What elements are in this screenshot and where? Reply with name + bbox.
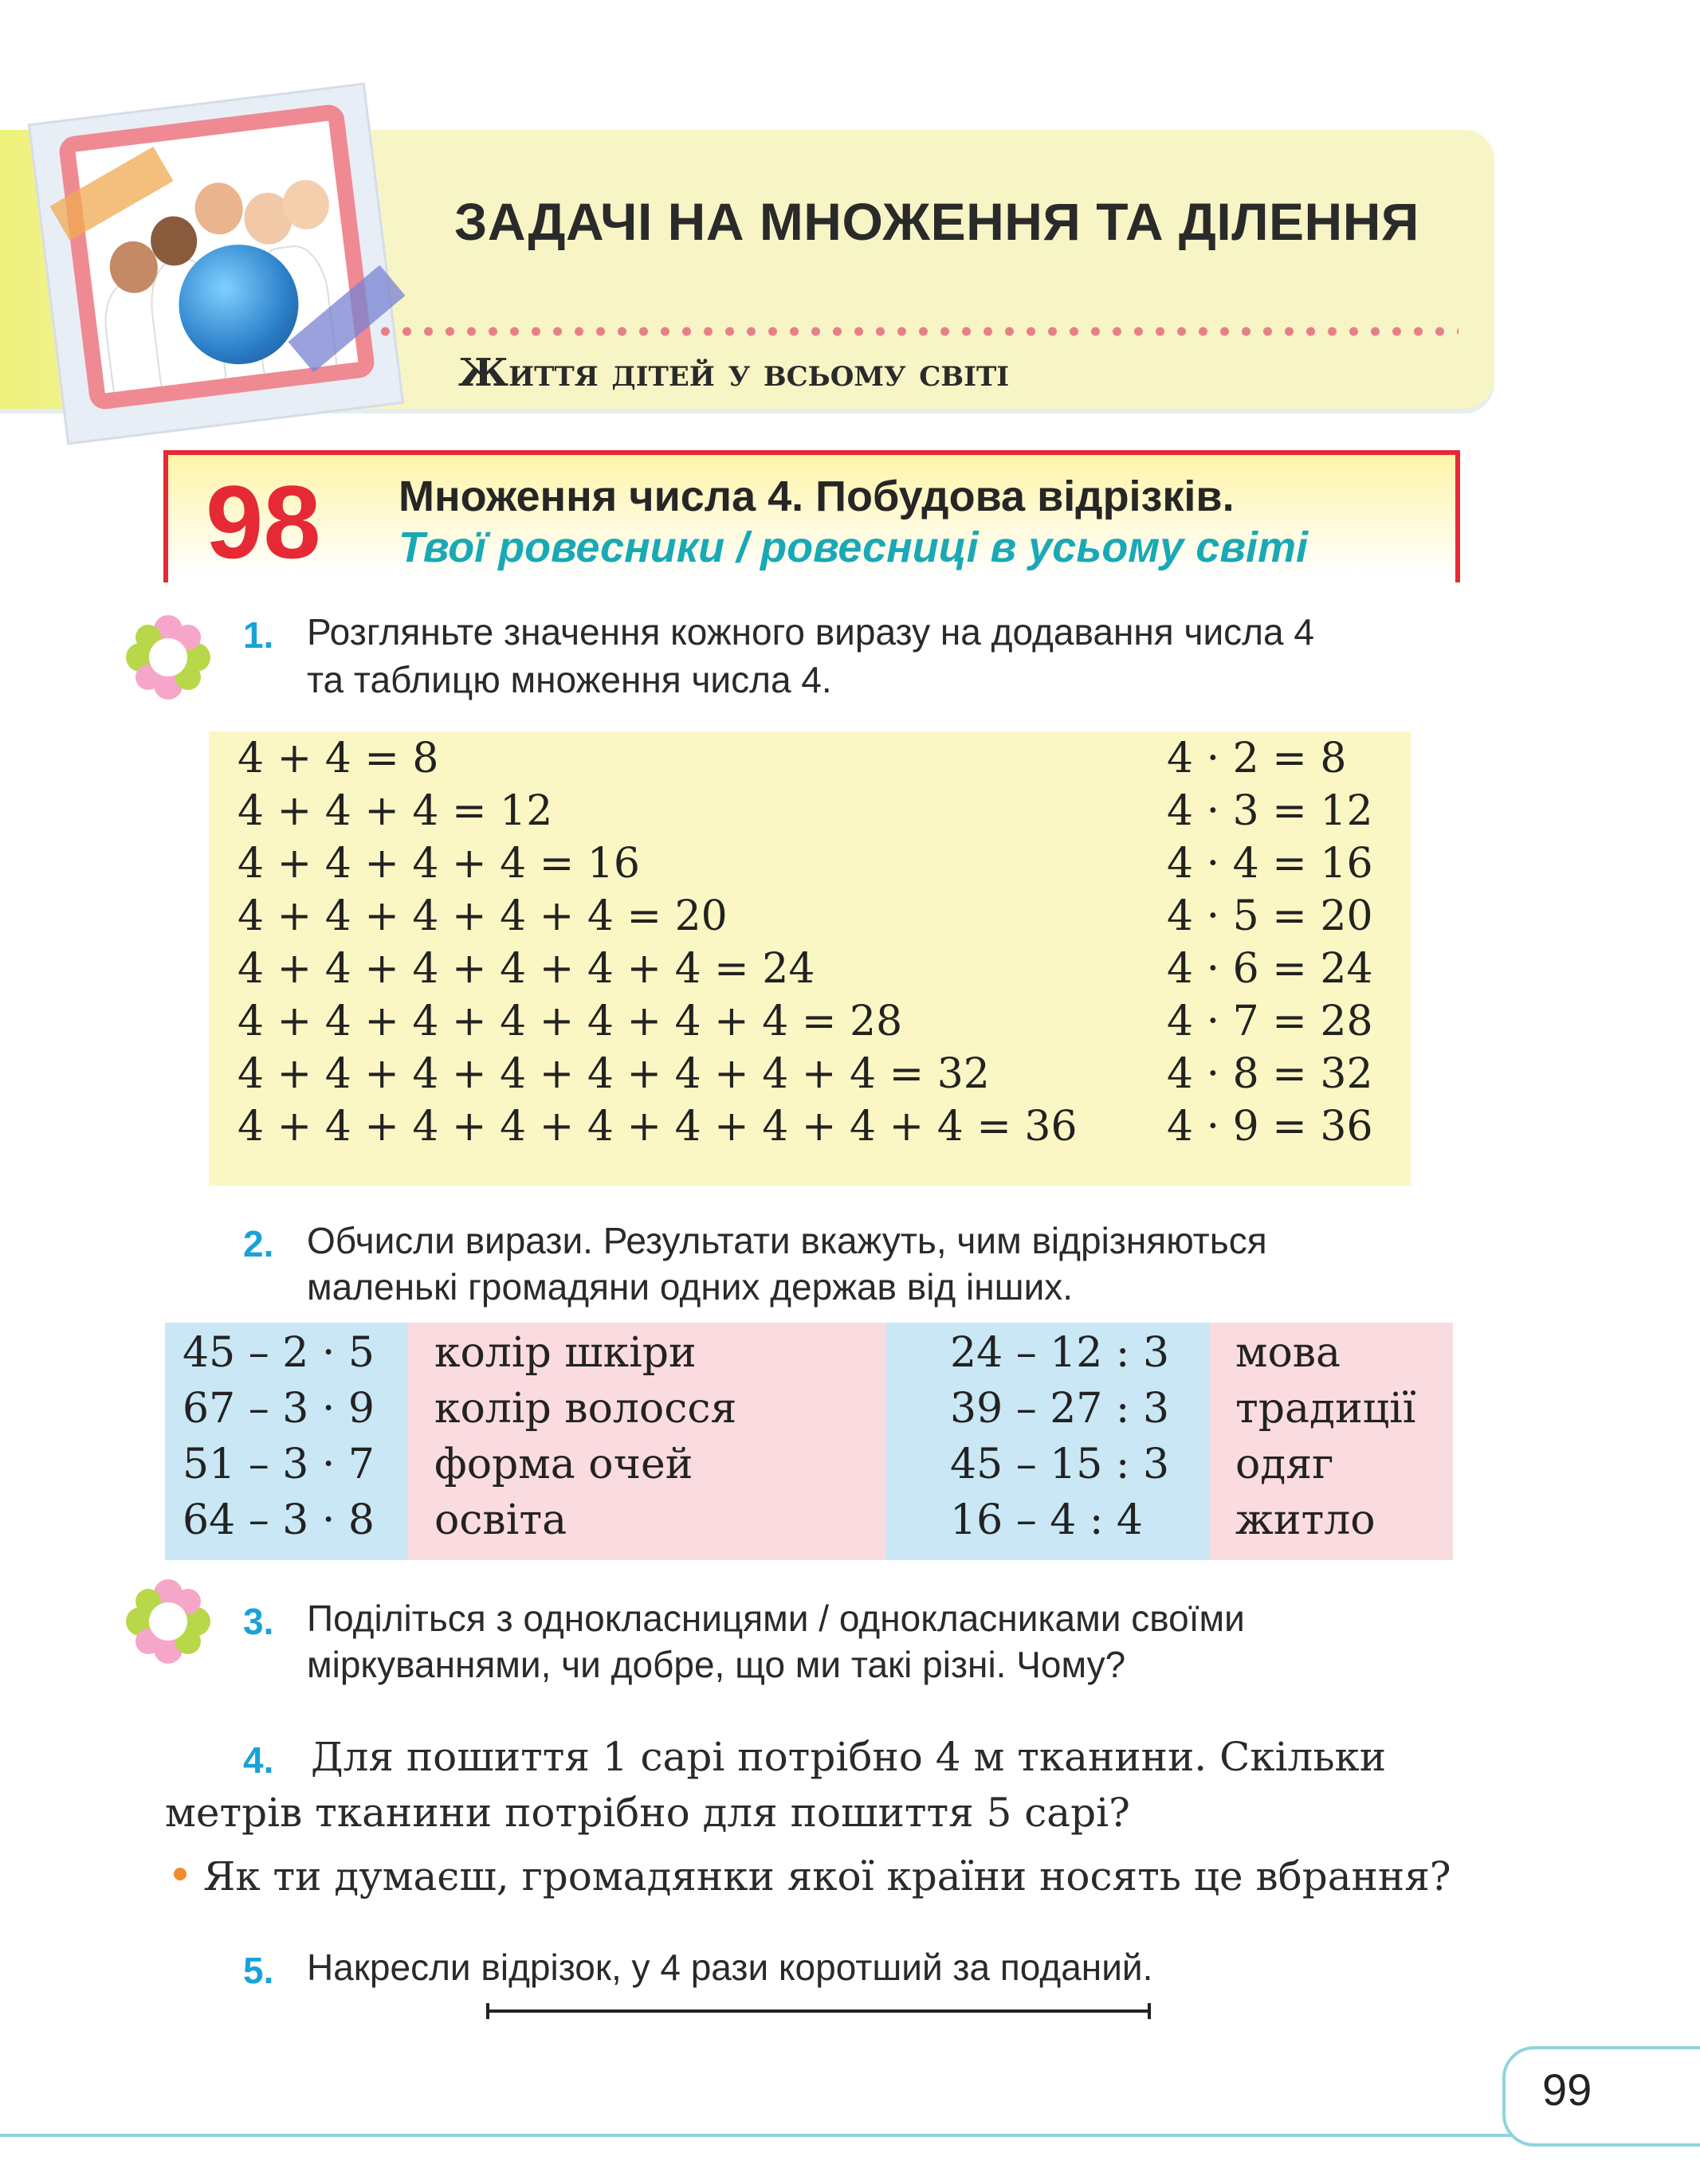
page-number-tab [1502,2046,1700,2147]
children-globe-photo [57,103,375,410]
expression: 45 – 2 · 5 [183,1329,375,1377]
lesson-title: Множення числа 4. Побудова відрізків. [398,472,1235,520]
answer-word: колір шкіри [434,1329,697,1377]
expression: 16 – 4 : 4 [950,1496,1143,1544]
flower-icon [124,614,212,701]
expression: 51 – 3 · 7 [183,1441,375,1488]
task-text: та таблицю множення числа 4. [307,659,832,700]
expression: 24 – 12 : 3 [950,1329,1170,1377]
product-expression: 4 · 6 = 24 [1167,945,1373,993]
answer-word: традиції [1235,1385,1416,1433]
task-text: Обчисли вирази. Результати вкажуть, чим відрізняються [307,1220,1267,1261]
expressions-table [165,1323,1453,1560]
segment-endpoint [1148,2003,1151,2019]
task-number: 2. [243,1223,274,1265]
task-text: метрів тканини потрібно для пошиття 5 сарі? [165,1790,1130,1836]
product-expression: 4 · 9 = 36 [1167,1103,1373,1151]
sum-expression: 4 + 4 + 4 + 4 + 4 = 20 [238,892,728,940]
answer-word: колір волосся [434,1385,737,1433]
child-face [192,180,245,237]
answer-word: одяг [1235,1441,1334,1488]
task-number: 1. [243,614,274,656]
bullet-dot [174,1868,186,1880]
sum-expression: 4 + 4 + 4 + 4 + 4 + 4 = 24 [238,945,815,993]
task-number: 3. [243,1601,274,1642]
task-text: Розгляньте значення кожного виразу на додавання числа 4 [307,611,1314,653]
task-number: 5. [243,1950,274,1991]
lesson-subtitle: Твої ровесники / ровесниці в усьому світі [398,523,1308,571]
product-expression: 4 · 2 = 8 [1167,735,1347,782]
product-expression: 4 · 4 = 16 [1167,840,1373,888]
answer-word: мова [1235,1329,1341,1377]
expression: 45 – 15 : 3 [950,1441,1170,1488]
chapter-title: ЗАДАЧІ НА МНОЖЕННЯ ТА ДІЛЕННЯ [454,192,1419,251]
sum-expression: 4 + 4 = 8 [238,735,439,782]
task-text: Накресли відрізок, у 4 рази коротший за поданий. [307,1947,1153,1988]
sum-expression: 4 + 4 + 4 + 4 + 4 + 4 + 4 = 28 [238,998,903,1045]
multiplication-table [209,731,1411,1186]
expression: 67 – 3 · 9 [183,1385,375,1433]
segment-endpoint [486,2003,489,2019]
sum-expression: 4 + 4 + 4 = 12 [238,787,553,835]
task-text: маленькі громадяни одних держав від інших. [307,1266,1074,1308]
sum-expression: 4 + 4 + 4 + 4 + 4 + 4 + 4 + 4 = 32 [238,1050,990,1098]
task-bullet-question: Як ти думаєш, громадянки якої країни носять це вбрання? [203,1853,1451,1900]
answer-word: освіта [434,1496,567,1544]
product-expression: 4 · 5 = 20 [1167,892,1373,940]
expression: 39 – 27 : 3 [950,1385,1170,1433]
footer-line [0,2134,1700,2137]
answer-word: форма очей [434,1441,693,1488]
expression: 64 – 3 · 8 [183,1496,375,1544]
lesson-number: 98 [206,464,321,580]
product-expression: 4 · 7 = 28 [1167,998,1373,1045]
answer-word: житло [1235,1496,1376,1544]
task-number: 4. [243,1739,274,1781]
section-subtitle: Життя дітей у всьому світі [458,351,1010,395]
sum-expression: 4 + 4 + 4 + 4 + 4 + 4 + 4 + 4 + 4 = 36 [238,1103,1078,1151]
given-segment [488,2010,1149,2013]
product-expression: 4 · 3 = 12 [1167,787,1373,835]
dotted-divider [375,325,1459,338]
page-number: 99 [1542,2064,1592,2115]
task-text: Поділіться з однокласницями / однокласниками своїми [307,1598,1245,1639]
sum-expression: 4 + 4 + 4 + 4 = 16 [238,840,641,888]
product-expression: 4 · 8 = 32 [1167,1050,1373,1098]
task-text: міркуваннями, чи добре, що ми такі різні. Чому? [307,1644,1126,1685]
task-text: Для пошиття 1 сарі потрібно 4 м тканини. Скільки [311,1734,1387,1780]
flower-icon [124,1578,212,1665]
